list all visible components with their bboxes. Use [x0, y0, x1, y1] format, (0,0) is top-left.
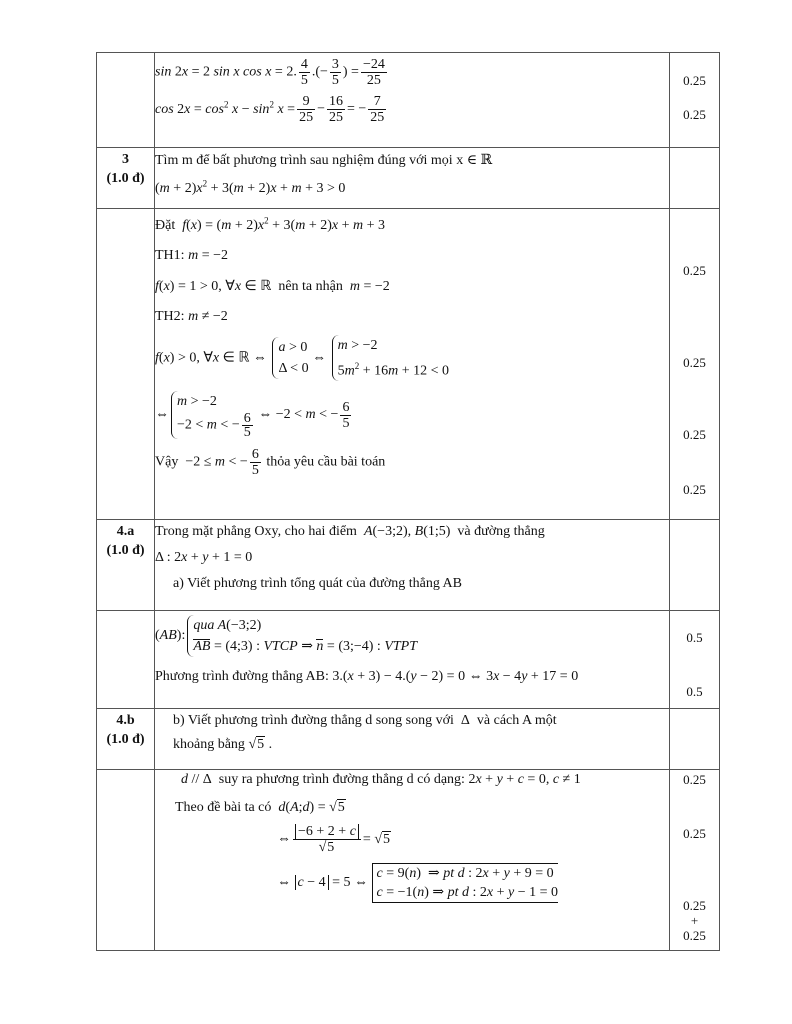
points-cell: [670, 148, 720, 209]
points-cell: [670, 520, 720, 611]
table-row: [97, 209, 720, 520]
content-cell: [155, 611, 670, 709]
question-cell: [97, 53, 155, 148]
math-line: Phương trình đường thẳng AB: 3.(x + 3) − 4.(y − 2) = 0 ⇔ 3x − 4y + 17 = 0: [155, 669, 579, 684]
points-cell: [670, 770, 720, 951]
math-line: Vậy −2 ≤ m < − $\frac{6}{5}$ thỏa yêu cầu bài toán: [155, 447, 386, 479]
math-line: d // Δ suy ra phương trình đường thẳng d có dạng: 2x + y + c = 0, c ≠ 1: [181, 772, 581, 787]
question-cell: [97, 611, 155, 709]
table-row: [97, 709, 720, 770]
math-line: Theo đề bài ta có d(A;d) = √5: [175, 800, 345, 815]
points-value: 0.25: [683, 928, 706, 943]
table-row: [97, 520, 720, 611]
question-cell: [97, 709, 155, 770]
points-value: 0.25: [683, 772, 706, 787]
content-cell: [155, 209, 670, 520]
text-line: a) Viết phương trình tổng quát của đường thẳng AB: [173, 576, 463, 591]
content-cell: [155, 770, 670, 951]
points-cell: [670, 709, 720, 770]
content-cell: [155, 520, 670, 611]
points-value: 0.25: [683, 427, 706, 442]
question-number: 4.a: [116, 524, 135, 539]
points-value: 0.5: [686, 630, 703, 645]
text-line: b) Viết phương trình đường thẳng d song song với Δ và cách A một: [173, 713, 557, 728]
math-line: f(x) > 0, ∀x ∈ ℝ ⇔ a > 0 Δ < 0 ⇔ m > −2 $5m^2 + 16m + 12 < 0$: [155, 335, 669, 382]
question-score: (1.0 đ): [106, 543, 145, 558]
answer-table: [96, 52, 720, 951]
content-cell: [155, 709, 670, 770]
math-line: Đặt $f(x) = (m + 2)x^2 + 3(m + 2)x + m + 3$: [155, 215, 386, 233]
question-score: (1.0 đ): [106, 171, 145, 186]
question-score: (1.0 đ): [106, 732, 145, 747]
math-line: ⇔m > −2 −2 < m < − $\frac{6}{5}$ ⇔ −2 < m < − $\frac{6}{5}$: [155, 391, 669, 439]
math-line: $\cos 2x = \cos^2 x - \sin^2 x$ = $\frac{9}{25}$ − $\frac{16}{25}$ = − $\frac{7}{25}$: [155, 94, 385, 125]
math-line: (AB):qua A(−3;2) AB = (4;3) : VTCP ⇒ n = (3;−4) : VTPT: [155, 615, 669, 657]
text-line: khoảng bằng √5 .: [173, 737, 273, 752]
text-line: Trong mặt phẳng Oxy, cho hai điểm A(−3;2), B(1;5) và đường thẳng: [155, 524, 545, 539]
math-line: ⇔ $\frac{-6 + 2 + c}{√5}$ = √5: [277, 824, 390, 855]
points-cell: [670, 53, 720, 148]
points-cell: [670, 611, 720, 709]
math-line: Δ : 2x + y + 1 = 0: [155, 550, 253, 565]
points-value: 0.25: [683, 826, 706, 841]
math-line: $(m + 2)x^2 + 3(m + 2)x + m + 3 > 0$: [155, 178, 346, 196]
math-line: f(x) = 1 > 0, ∀x ∈ ℝ nên ta nhận m = −2: [155, 278, 390, 294]
points-plus: +: [690, 913, 699, 928]
points-value: 0.25: [683, 263, 706, 278]
math-line: ⇔ c − 4 = 5 ⇔ c = 9(n) ⇒ pt d : 2x + y + 9 = 0 c = −1(n) ⇒ pt d : 2x + y − 1 = 0: [155, 863, 669, 903]
points-cell: [670, 209, 720, 520]
question-cell: [97, 209, 155, 520]
question-number: 4.b: [116, 713, 135, 728]
points-value: 0.25: [683, 107, 706, 122]
table-row: [97, 611, 720, 709]
points-value: 0.25: [683, 355, 706, 370]
math-line: sin 2x = 2 sin x cos x = 2. $\frac{4}{5}$ .(− $\frac{3}{5}$ ) = $\frac{-24}{25}$: [155, 57, 385, 88]
table-row: [97, 148, 720, 209]
points-value: 0.25: [683, 73, 706, 88]
question-cell: [97, 148, 155, 209]
text-line: TH1: m = −2: [155, 247, 228, 263]
question-cell: [97, 770, 155, 951]
points-value: 0.5: [686, 684, 703, 699]
table-row: [97, 770, 720, 951]
content-cell: [155, 148, 670, 209]
table-row: [97, 53, 720, 148]
points-value: 0.25: [683, 898, 706, 913]
content-cell: [155, 53, 670, 148]
question-number: 3: [122, 152, 129, 167]
text-line: Tìm m để bất phương trình sau nghiệm đúng với mọi x ∈ ℝ: [155, 153, 493, 168]
points-value: 0.25: [683, 482, 706, 497]
question-cell: [97, 520, 155, 611]
text-line: TH2: m ≠ −2: [155, 308, 228, 324]
